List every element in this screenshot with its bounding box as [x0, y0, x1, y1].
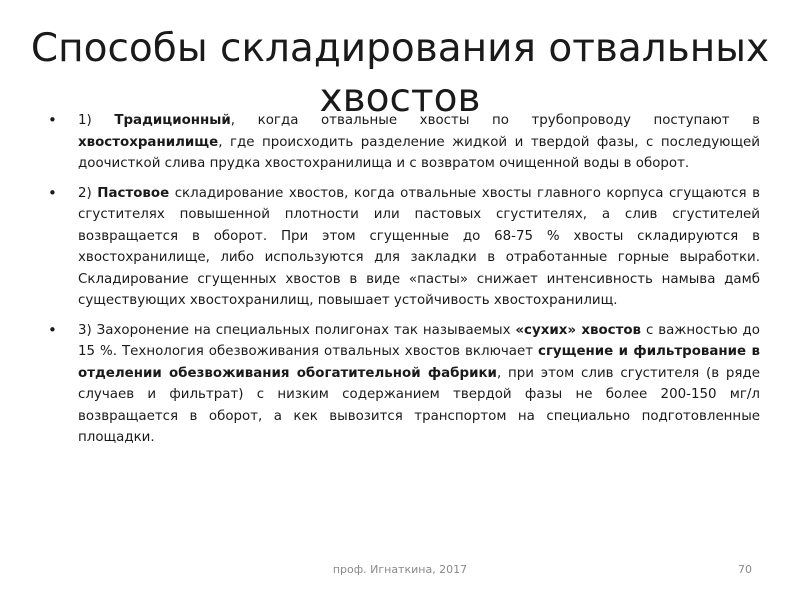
- term-dry-tailings: «сухих» хвостов: [515, 322, 642, 338]
- term-tailings-storage: хвостохранилище: [78, 134, 219, 150]
- bullet-text: , при этом слив сгустителя (в ряде случаев и фильтрат) с низким содержанием твердой фазы не более 200-150 мг/л возвращается в оборот, а кек вывозится транспортом на специально подготовленные площадки.: [78, 365, 760, 445]
- bullet-dot-icon: •: [48, 320, 57, 339]
- bullet-text: Захоронение на специальных полигонах так называемых: [96, 322, 511, 338]
- bullet-list: [48, 110, 760, 457]
- bullet-text: , когда отвальные хвосты по трубопроводу поступают в: [230, 113, 760, 128]
- slide-title: Способы складирования отвальных хвостов: [30, 26, 770, 121]
- page-number: 70: [738, 563, 752, 576]
- bullet-text: , где происходить разделение жидкой и твердой фазы, с последующей доочисткой слива прудка хвостохранилища и с возвратом очищенной воды в оборот.: [78, 134, 760, 171]
- bullet-text: с важностью до 15 %. Технология обезвоживания отвальных хвостов включает: [78, 322, 760, 359]
- bullet-number: 3): [78, 322, 92, 338]
- bullet-item-dry-tailings: [48, 320, 760, 449]
- footer-author: проф. Игнаткина, 2017: [332, 563, 468, 576]
- bullet-dot-icon: •: [48, 111, 57, 129]
- term-paste: Пастовое: [97, 185, 170, 201]
- bullet-number: 1): [78, 113, 92, 128]
- term-thickening-filtration: сгущение и фильтрование в отделении обезвоживания обогатительной фабрики: [78, 344, 760, 381]
- term-traditional: Традиционный: [114, 113, 231, 128]
- bullet-text: складирование хвостов, когда отвальные хвосты главного корпуса сгущаются в сгустителях повышенной плотности или пастовых сгустителях, а слив сгустителей возвращается в оборот. При этом сгущенные до 68-75 % хвосты складируются в хвостохранилище, либо используются для закладки в отработанные горные выработки. Складирование сгущенных хвостов в виде «пасты» снижает интенсивность намыва дамб существующих хвостохранилищ, повышает устойчивость хвостохранилищ.: [78, 185, 760, 308]
- bullet-dot-icon: •: [48, 183, 57, 202]
- bullet-item-paste: [48, 183, 760, 312]
- bullet-item-traditional: [48, 110, 760, 175]
- bullet-number: 2): [78, 185, 92, 201]
